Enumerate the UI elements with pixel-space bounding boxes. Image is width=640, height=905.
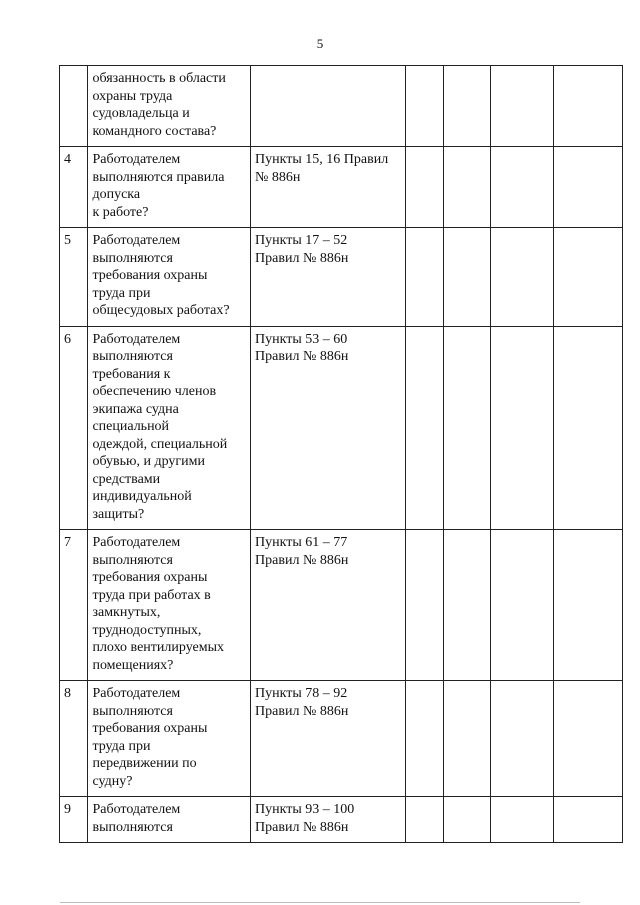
row-number: 4 [60,147,88,228]
question-line: специальной [92,419,170,434]
reference-line: Правил № 886н [255,703,349,719]
question-line: труда при работах в [92,587,211,603]
question-line: командного состава? [92,123,217,139]
reference-cell [251,681,405,797]
question-line: судну? [92,773,133,789]
question-line: к работе? [92,204,149,220]
question-line: выполняются [92,703,173,719]
question-line: обеспечению членов [92,384,217,399]
answer-cell [444,66,491,147]
answer-cell [444,681,491,797]
row-number [60,66,88,147]
question-line: средствами [92,471,161,487]
answer-cell [444,797,491,843]
question-line: обязанность в области [92,71,226,86]
answer-cell [490,326,553,530]
reference-line: Пункты 17 – 52 [255,233,348,248]
answer-cell [444,530,491,681]
reference-line: Правил № 886н [255,552,349,568]
question-line: общесудовых работах? [92,303,230,318]
question-line: Работодателем [92,331,181,347]
answer-cell [553,228,622,327]
row-number: 5 [60,228,88,327]
answer-cell [553,326,622,530]
question-line: требования к [92,366,171,382]
question-line: допуска [92,187,141,202]
question-line: плохо вентилируемых [92,640,224,655]
reference-line: Правил № 886н [255,250,349,266]
reference-line: Пункты 61 – 77 [255,535,348,550]
answer-cell [405,326,444,530]
question-line: труда при [92,285,151,301]
question-line: требования охраны [92,721,208,736]
table-row [60,530,623,681]
row-number: 7 [60,530,88,681]
answer-cell [553,797,622,843]
question-line: выполняются [92,819,173,835]
table-row [60,228,623,327]
answer-cell [553,530,622,681]
answer-cell [490,530,553,681]
row-number: 8 [60,681,88,797]
question-line: замкнутых, [92,605,161,620]
page-number: 5 [316,36,324,51]
question-line: требования охраны [92,570,208,585]
question-line: выполняются правила [92,169,225,185]
answer-cell [553,147,622,228]
answer-cell [405,228,444,327]
table-row [60,681,623,797]
question-cell [88,147,251,228]
answer-cell [444,228,491,327]
table-row [60,797,623,843]
question-cell [88,681,251,797]
question-line: помещениях? [92,657,174,673]
question-cell [88,530,251,681]
answer-cell [553,681,622,797]
answer-cell [405,797,444,843]
question-line: выполняются [92,349,173,364]
question-line: Работодателем [92,152,181,167]
question-line: труднодоступных, [92,622,202,638]
question-cell [88,66,251,147]
table-row [60,326,623,530]
reference-cell [251,228,405,327]
answer-cell [490,681,553,797]
question-line: требования охраны [92,268,208,283]
question-line: Работодателем [92,802,181,817]
reference-cell [251,326,405,530]
scan-edge-line [60,902,580,903]
table-row [60,66,623,147]
question-line: выполняются [92,250,173,266]
row-number: 6 [60,326,88,530]
reference-cell [251,66,405,147]
question-line: экипажа судна [92,401,179,417]
question-cell [88,797,251,843]
question-line: Работодателем [92,686,181,701]
answer-cell [444,147,491,228]
answer-cell [490,66,553,147]
reference-line: № 886н [255,169,301,185]
answer-cell [405,147,444,228]
reference-line: Пункты 93 – 100 [255,802,355,817]
question-line: охраны труда [92,88,173,104]
answer-cell [553,66,622,147]
answer-cell [405,681,444,797]
reference-line: Пункты 15, 16 Правил [255,152,389,167]
answer-cell [490,147,553,228]
answer-cell [490,228,553,327]
question-line: обувью, и другими [92,454,206,469]
question-line: Работодателем [92,535,181,550]
question-line: защиты? [92,506,145,522]
row-number: 9 [60,797,88,843]
checklist-rows [60,66,623,843]
question-line: передвижении по [92,756,197,771]
table-row [60,147,623,228]
answer-cell [405,530,444,681]
reference-line: Правил № 886н [255,819,349,835]
checklist-table [59,65,623,843]
question-line: выполняются [92,552,173,568]
question-line: Работодателем [92,233,181,248]
question-cell [88,326,251,530]
question-line: труда при [92,738,151,754]
question-cell [88,228,251,327]
reference-line: Пункты 78 – 92 [255,686,348,701]
question-line: судовладельца и [92,106,190,121]
question-line: одеждой, специальной [92,436,228,452]
reference-line: Правил № 886н [255,349,349,364]
reference-cell [251,797,405,843]
reference-line: Пункты 53 – 60 [255,331,348,347]
answer-cell [490,797,553,843]
answer-cell [405,66,444,147]
question-line: индивидуальной [92,489,192,504]
reference-cell [251,147,405,228]
reference-cell [251,530,405,681]
answer-cell [444,326,491,530]
